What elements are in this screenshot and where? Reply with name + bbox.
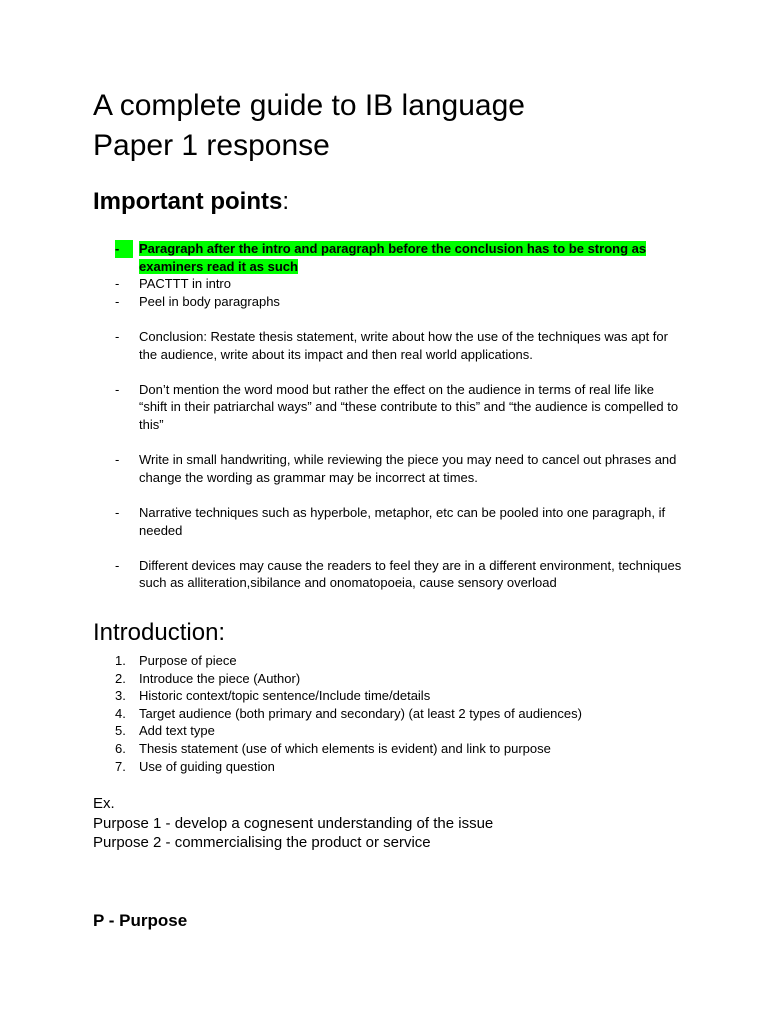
list-item: [115, 293, 685, 311]
list-number: 6.: [115, 740, 126, 756]
list-number: 3.: [115, 688, 126, 704]
example-block: [93, 794, 493, 853]
list-item: [115, 557, 685, 592]
bullet-dash: -: [115, 452, 120, 468]
list-item: [115, 740, 582, 758]
bullet-dash: -: [115, 381, 120, 397]
important-points-heading-colon: :: [282, 188, 289, 215]
list-item-text: Don’t mention the word mood but rather the effect on the audience in terms of real life like “shift in their patriarchal ways” and “these contribute to this” and “the audience is compelled to this”: [139, 381, 679, 432]
p-purpose-heading: P - Purpose: [93, 911, 188, 930]
example-purpose-2: Purpose 2 - commercialising the product or service: [93, 834, 431, 851]
list-item-text: Purpose of piece: [139, 653, 237, 668]
list-item-text: Narrative techniques such as hyperbole, metaphor, etc can be pooled into one paragraph, if needed: [139, 504, 666, 538]
example-label: Ex.: [93, 795, 115, 812]
list-item-text: Historic context/topic sentence/Include time/details: [139, 688, 431, 704]
important-points-list: [115, 240, 685, 592]
list-item: [115, 722, 582, 740]
list-item-text: Conclusion: Restate thesis statement, write about how the use of the techniques was apt for the audience, write about its impact and then real world applications.: [139, 328, 668, 362]
list-number: 1.: [115, 653, 126, 668]
list-item: [115, 687, 582, 705]
bullet-dash: -: [115, 328, 120, 344]
bullet-dash: -: [115, 504, 120, 520]
list-item-text: Add text type: [139, 723, 215, 739]
title-line-1: A complete guide to IB language: [93, 89, 525, 122]
important-points-heading-text: Important points: [93, 188, 283, 215]
introduction-list: [115, 652, 582, 775]
list-item-text: Thesis statement (use of which elements is evident) and link to purpose: [139, 740, 551, 756]
list-item: [115, 504, 685, 539]
list-item: [115, 381, 685, 434]
list-item-text: Peel in body paragraphs: [139, 293, 280, 309]
bullet-dash: -: [115, 276, 120, 292]
important-points-heading: [93, 186, 289, 218]
list-item-text: Use of guiding question: [139, 758, 275, 774]
document-title: [93, 86, 525, 166]
list-item-text: Write in small handwriting, while reviewing the piece you may need to cancel out phrases and change the wording as grammar may be incorrect at times.: [139, 452, 677, 485]
list-item: [115, 705, 582, 723]
list-item-text: Introduce the piece (Author): [139, 670, 301, 686]
list-number: 4.: [115, 705, 126, 721]
bullet-dash: -: [115, 293, 120, 309]
bullet-dash: -: [115, 240, 133, 258]
introduction-heading: Introduction:: [93, 619, 226, 646]
list-number: 2.: [115, 670, 126, 686]
title-line-2: Paper 1 response: [93, 129, 330, 162]
list-item: [115, 451, 685, 486]
example-purpose-1: Purpose 1 - develop a cognesent understanding of the issue: [93, 814, 494, 832]
list-item: [115, 328, 685, 363]
list-item-text: Target audience (both primary and secondary) (at least 2 types of audiences): [139, 705, 582, 721]
list-number: 5.: [115, 723, 126, 739]
list-item: [115, 670, 582, 688]
list-item-text: Different devices may cause the readers to feel they are in a different environment, techniques such as alliteration,sibilance and onomatopoeia, cause sensory overload: [139, 557, 682, 591]
list-item-text: PACTTT in intro: [139, 276, 231, 292]
list-item: [115, 652, 582, 670]
bullet-dash: -: [115, 557, 120, 573]
list-item: [115, 275, 685, 293]
list-item: [115, 240, 685, 275]
list-number: 7.: [115, 758, 126, 774]
list-item: [115, 758, 582, 776]
highlighted-text: Paragraph after the intro and paragraph before the conclusion has to be strong as examiners read it as such: [139, 241, 647, 274]
